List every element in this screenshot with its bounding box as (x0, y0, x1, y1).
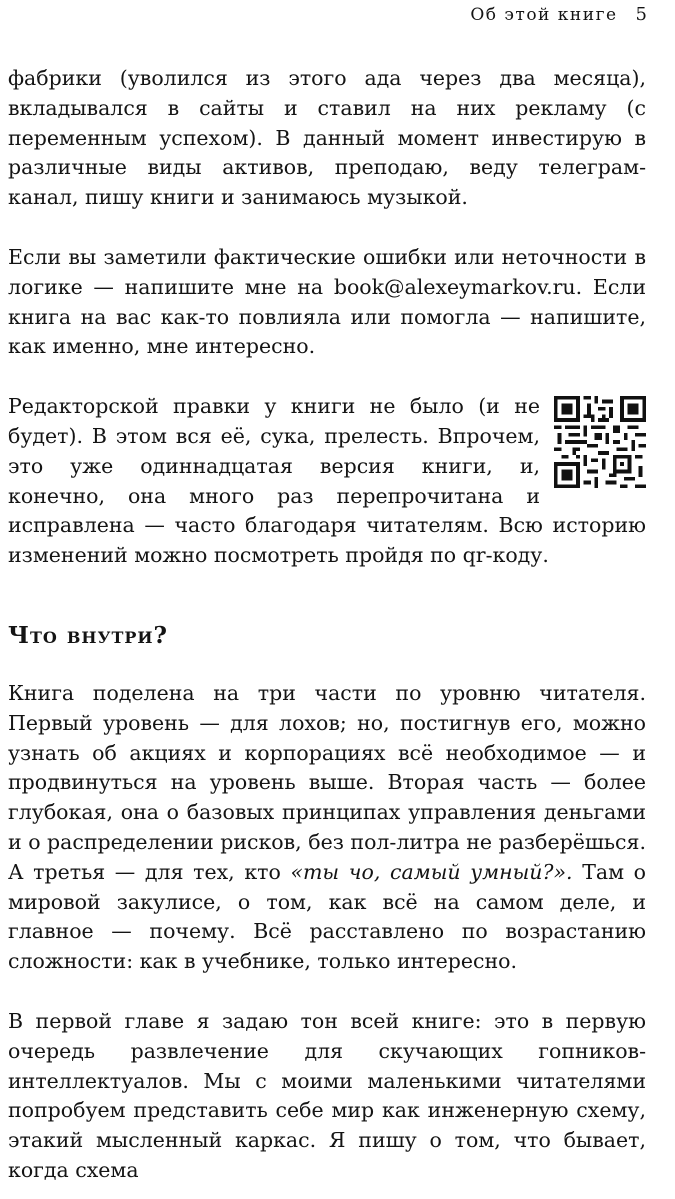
paragraph-4-quote: «ты чо, самый умный?». (290, 859, 573, 884)
paragraph-3: Редакторской правки у книги не было (и не будет). В этом вся её, сука, прелесть. Впрочем, это уже одиннадцатая версия книги, и, конечно, она много раз перепрочитана и исправлена — часто благодаря читателям. Всю историю изменений можно посмотреть пройдя по qr-коду. (8, 394, 646, 568)
section-heading: Что внутри? (8, 621, 169, 649)
paragraph-4-start: Книга поделена на три части по уровню читателя. Первый уровень — для лохов; но, постигнув его, можно узнать об акциях и корпорациях всё необходимое — и продвинуться на уровень выше. Вторая часть — более глубокая, она о базовых принципах управления деньгами и о распределении рисков, без пол-литра не разберёшься. А третья — для тех, кто (8, 680, 646, 884)
paragraph-4-end: Там о мировой закулисе, о том, как всё на самом деле, и главное — почему. Всё расставлено по возрастанию сложности: как в учебнике, только интересно. (8, 859, 646, 974)
qr-code-icon[interactable] (554, 396, 646, 488)
page-number: 5 (635, 4, 647, 25)
page-body (8, 64, 646, 1186)
paragraph-5: В первой главе я задаю тон всей книге: это в первую очередь развлечение для скучающих гопников-интеллектуалов. Мы с моими маленькими читателями попробуем представить себе мир как инженерную схему, этакий мысленный каркас. Я пишу о том, что бывает, когда схема (8, 1008, 646, 1182)
paragraph-1: фабрики (уволился из этого ада через два месяца), вкладывался в сайты и ставил на них рекламу (с переменным успехом). В данный момент инвестирую в различные виды активов, преподаю, веду телеграм-канал, пишу книги и занимаюсь музыкой. (8, 66, 646, 210)
running-title: Об этой книге (470, 5, 618, 25)
running-header (470, 4, 647, 25)
paragraph-2: Если вы заметили фактические ошибки или неточности в логике — напишите мне на book@alexeymarkov.ru. Если книга на вас как-то повлияла или помогла — напишите, как именно, мне интересно. (8, 244, 646, 359)
paragraph-4 (8, 679, 646, 977)
